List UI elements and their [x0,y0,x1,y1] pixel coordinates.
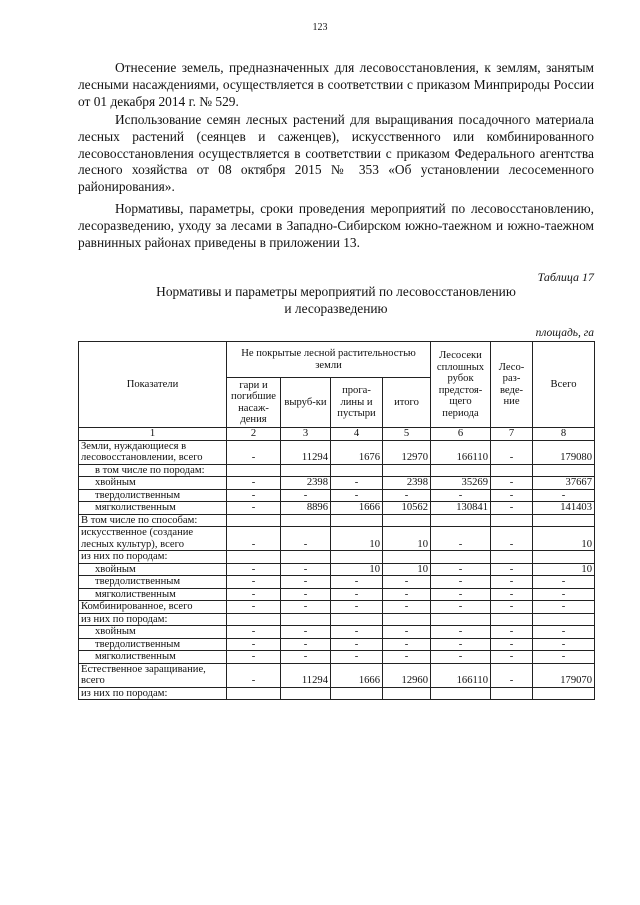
table-cell [533,551,595,564]
table-cell: 10 [533,527,595,551]
table-cell: - [331,489,383,502]
row-label: Естественное заращивание, всего [79,663,227,687]
table-cell: - [533,638,595,651]
column-number: 7 [491,428,533,441]
row-label: мягколиственным [79,588,227,601]
table-row [79,489,595,502]
table-cell [281,464,331,477]
table-cell: - [491,502,533,515]
table-cell: - [383,489,431,502]
table-cell: - [431,651,491,664]
paragraph-land-classification [78,60,594,110]
table-cell: - [431,563,491,576]
table-cell: 11294 [281,663,331,687]
table-cell [431,551,491,564]
table-cell: 37667 [533,477,595,490]
table-cell: - [281,563,331,576]
table-row [79,601,595,614]
table-row [79,514,595,527]
table-cell: 11294 [281,440,331,464]
table-cell [431,464,491,477]
column-number: 8 [533,428,595,441]
table-cell: - [533,651,595,664]
table-cell: 1666 [331,502,383,515]
table-cell [227,687,281,700]
table-cell: - [281,638,331,651]
table-cell: - [281,626,331,639]
table-cell: - [383,601,431,614]
header-not-covered: Не покрытые лесной растительностью земли [227,342,431,378]
table-row [79,576,595,589]
table-cell: - [491,576,533,589]
table-cell: - [431,638,491,651]
table-row [79,527,595,551]
table-cell: - [491,626,533,639]
table-cell: - [331,651,383,664]
table-cell: 2398 [281,477,331,490]
table-cell: - [491,588,533,601]
header-total: Всего [533,342,595,428]
table-cell [383,551,431,564]
table-cell: - [331,588,383,601]
table-cell: - [227,576,281,589]
table-cell: 10 [331,563,383,576]
table-cell: - [431,527,491,551]
column-number: 2 [227,428,281,441]
table-row [79,663,595,687]
table-cell: - [491,489,533,502]
header-burnt: гари и погибшие насаж-дения [227,378,281,428]
table-row [79,440,595,464]
table-cell: - [281,651,331,664]
table-unit: площадь, га [535,327,594,339]
header-subtotal: итого [383,378,431,428]
table-cell [383,464,431,477]
table-cell: - [227,626,281,639]
table-cell: 10562 [383,502,431,515]
row-label: из них по породам: [79,551,227,564]
table-row [79,551,595,564]
paragraph-text: Использование семян лесных растений для выращивания посадочного материала лесных растений (сеянцев и саженцев), искусственного или комбинированного лесовосстановления осуществляется в соответствии с приказом Федерального агентства лесного хозяйства от 08 октября 2015 № 353 «Об установлении лесосеменного районирования». [78,112,594,195]
row-label: в том числе по породам: [79,464,227,477]
table-cell [281,551,331,564]
table-cell: - [331,638,383,651]
table-cell: - [227,663,281,687]
table-cell: - [431,601,491,614]
table-cell: - [383,638,431,651]
table-row [79,464,595,477]
column-number: 3 [281,428,331,441]
table-cell: - [431,588,491,601]
table-cell: - [491,651,533,664]
header-indicators: Показатели [79,342,227,428]
table-cell [431,514,491,527]
paragraph-seed-use [78,112,594,196]
table-cell [227,551,281,564]
table-cell: - [227,588,281,601]
table-body [79,440,595,700]
column-number: 1 [79,428,227,441]
column-number: 4 [331,428,383,441]
table-cell: 35269 [431,477,491,490]
page-number: 123 [312,22,328,33]
column-numbers-row [79,428,595,441]
table-cell: 10 [383,563,431,576]
row-label: Комбинированное, всего [79,601,227,614]
row-label: Земли, нуждающиеся в лесовосстановлении, всего [79,440,227,464]
header-afforestation: Лесо-раз-веде-ние [491,342,533,428]
table-cell [331,464,383,477]
table-cell [281,613,331,626]
table-row [79,687,595,700]
table-cell: - [227,601,281,614]
table-cell [431,687,491,700]
table-cell: - [431,489,491,502]
table-row [79,502,595,515]
row-label: мягколиственным [79,651,227,664]
table-cell: - [227,563,281,576]
table-cell: 8896 [281,502,331,515]
table-cell: 10 [383,527,431,551]
table-cell: 12960 [383,663,431,687]
table-cell: - [491,663,533,687]
table-cell [431,613,491,626]
row-label: твердолиственным [79,638,227,651]
table-cell [491,687,533,700]
header-clearings: выруб-ки [281,378,331,428]
table-cell [491,551,533,564]
table-cell [383,514,431,527]
table-row [79,651,595,664]
table-caption: Таблица 17 [537,270,594,284]
table-title-line: и лесоразведению [284,300,388,316]
table-cell: - [491,601,533,614]
table-row [79,638,595,651]
table-cell [383,613,431,626]
table-cell: - [491,477,533,490]
table-cell: - [533,588,595,601]
table-cell: - [491,563,533,576]
table-cell: 2398 [383,477,431,490]
table-row [79,613,595,626]
table-cell: 179080 [533,440,595,464]
paragraph-text: Нормативы, параметры, сроки проведения мероприятий по лесовосстановлению, лесоразведению, уходу за лесами в Западно-Сибирском южно-таежном и южно-таежном равнинных районах приведены в приложении 13. [78,201,594,250]
paragraph-text: Отнесение земель, предназначенных для лесовосстановления, к землям, занятым лесными насаждениями, осуществляется в соответствии с приказом Минприроды России от 01 декабря 2014 г. № 529. [78,60,594,109]
table-cell: - [227,502,281,515]
table-title [78,284,594,318]
table-cell: 1666 [331,663,383,687]
table-row [79,626,595,639]
table-cell: - [491,638,533,651]
table-cell: - [383,588,431,601]
table-cell: - [383,626,431,639]
table-cell [491,613,533,626]
table-cell [281,514,331,527]
row-label: хвойным [79,563,227,576]
table-cell: 1676 [331,440,383,464]
table-cell [533,613,595,626]
row-label: твердолиственным [79,489,227,502]
table-cell: 141403 [533,502,595,515]
table-cell: 179070 [533,663,595,687]
table-cell: - [281,601,331,614]
table-title-line: Нормативы и параметры мероприятий по лесовосстановлению [156,284,516,299]
table-cell: - [281,489,331,502]
row-label: мягколиственным [79,502,227,515]
table-cell [331,613,383,626]
row-label: хвойным [79,477,227,490]
row-label: хвойным [79,626,227,639]
table-header [79,342,595,441]
table-cell: - [491,440,533,464]
table-cell [331,551,383,564]
table-cell [533,514,595,527]
table-cell: - [331,477,383,490]
table-cell [533,464,595,477]
table-cell [383,687,431,700]
table-cell [533,687,595,700]
table-cell: 130841 [431,502,491,515]
row-label: твердолиственным [79,576,227,589]
table-cell: - [227,527,281,551]
row-label: искусственное (создание лесных культур), всего [79,527,227,551]
table-cell [491,464,533,477]
table-cell: - [491,527,533,551]
table-cell: 12970 [383,440,431,464]
table-cell: - [383,651,431,664]
table-cell [227,514,281,527]
table-cell: 166110 [431,440,491,464]
table-cell [281,687,331,700]
row-label: из них по породам: [79,687,227,700]
table-cell: - [227,477,281,490]
table-cell: - [227,638,281,651]
table-cell: - [227,440,281,464]
table-row [79,588,595,601]
table-cell [331,514,383,527]
table-cell: - [331,601,383,614]
table-cell: 10 [533,563,595,576]
table-cell: - [281,576,331,589]
table-cell: - [383,576,431,589]
table-cell [491,514,533,527]
header-glades: прога-лины и пустыри [331,378,383,428]
table-cell: - [431,626,491,639]
table-cell [331,687,383,700]
table-cell: - [533,601,595,614]
table-cell: - [281,527,331,551]
paragraph-norms-reference [78,201,594,251]
table-row [79,563,595,576]
column-number: 5 [383,428,431,441]
table-cell: - [533,576,595,589]
row-label: из них по породам: [79,613,227,626]
table-cell: 10 [331,527,383,551]
table-cell: - [227,651,281,664]
table-cell: - [431,576,491,589]
table-cell: - [227,489,281,502]
norms-table [78,341,595,700]
table-cell: - [281,588,331,601]
header-cutting-areas: Лесосеки сплошных рубок предстоя-щего периода [431,342,491,428]
table-cell: - [331,626,383,639]
table-cell [227,613,281,626]
table-cell: - [533,626,595,639]
table-cell: 166110 [431,663,491,687]
table-row [79,477,595,490]
table-cell: - [331,576,383,589]
row-label: В том числе по способам: [79,514,227,527]
table-cell: - [533,489,595,502]
table-cell [227,464,281,477]
column-number: 6 [431,428,491,441]
